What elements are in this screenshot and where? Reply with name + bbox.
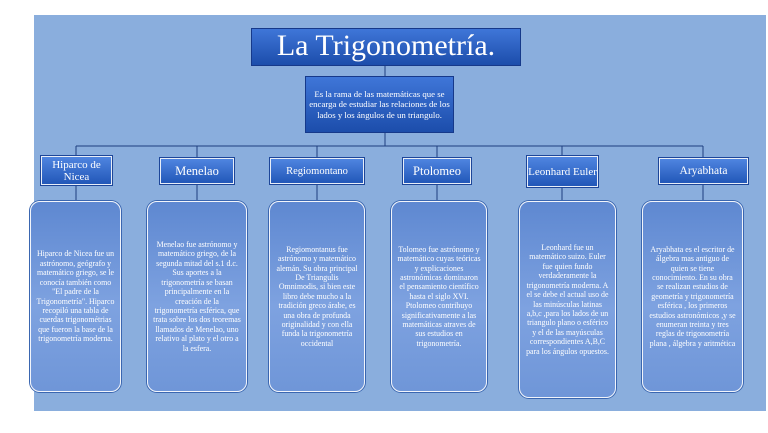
header-regiomontano-text: Regiomontano — [286, 165, 348, 177]
header-aryabhata-text: Aryabhata — [679, 165, 728, 177]
header-hiparco-text: Hiparco de Nicea — [52, 158, 101, 183]
definition-text: Es la rama de las matemáticas que se encarga de estudiar las relaciones de los lados y los ángulos de un triangulo. — [309, 89, 450, 120]
card-ptolomeo — [391, 201, 487, 392]
card-regiomontano-text: Regiomontanus fue astrónomo y matemático alemán. Su obra principal De Triangulis Omnimodis, si bien este libro debe mucho a la tradición greco árabe, es una obra de profunda originalidad y con ella funda la trigonometría occidental — [276, 244, 358, 348]
header-menelao-text: Menelao — [175, 163, 219, 178]
card-regiomontano — [269, 201, 365, 392]
card-menelao-text: Menelao fue astrónomo y matemático griego, de la segunda mitad del s.1 d.c. Sus aportes a la trigonometría se basan principalmente en la creación de la trigonometría esférica, que trata sobre los dos teoremas llamados de Menelao, uno relativo al plato y el otro a la esfera. — [153, 240, 241, 353]
header-euler-text: Leonhard Euler — [528, 165, 597, 178]
header-ptolomeo-text: Ptolomeo — [413, 163, 461, 178]
header-aryabhata — [659, 158, 748, 184]
card-euler — [519, 201, 616, 398]
card-euler-text: Leonhard fue un matemático suizo. Euler fue quien fundo verdaderamente la trigonometría moderna. A el se debe el actual uso de las minúsculas latinas a,b,c ,para los lados de un triangulo plano o esférico y el de las mayúsculas correspondientes A,B,C para los ángulos opuestos. — [526, 243, 609, 356]
card-aryabhata-text: Aryabhata es el escritor de álgebra mas antiguo de quien se tiene conocimiento. En su obra se realizan estudios de geometría y trigonometría esférica , los primeros estudios astronómicos ,y se enumeran treinta y tres reglas de trigonometría plana , álgebra y aritmética — [649, 244, 736, 348]
header-ptolomeo — [403, 158, 471, 184]
header-euler — [527, 156, 598, 187]
title-text: La Trigonometría. — [276, 29, 496, 62]
header-hiparco — [41, 156, 112, 185]
header-menelao — [160, 158, 234, 184]
definition-box — [305, 76, 454, 133]
card-hiparco-text: Hiparco de Nicea fue un astrónomo, geógrafo y matemático griego, se le conocía también como "El padre de la Trigonometría". Hiparco recopiló una tabla de cuerdas trigonométrias que fueron la base de la trigonometría moderna. — [36, 249, 115, 344]
title-box — [251, 28, 521, 66]
card-hiparco — [30, 201, 121, 392]
card-aryabhata — [642, 201, 743, 392]
header-regiomontano — [270, 158, 364, 184]
card-menelao — [147, 201, 247, 392]
card-ptolomeo-text: Tolomeo fue astrónomo y matemático cuyas teóricas y explicaciones astronómicas dominaron el pensamiento científico hasta el siglo XVI. Ptolomeo contribuyo significativamente a las matemáticas atraves de sus estudios en trigonometría. — [397, 244, 481, 348]
